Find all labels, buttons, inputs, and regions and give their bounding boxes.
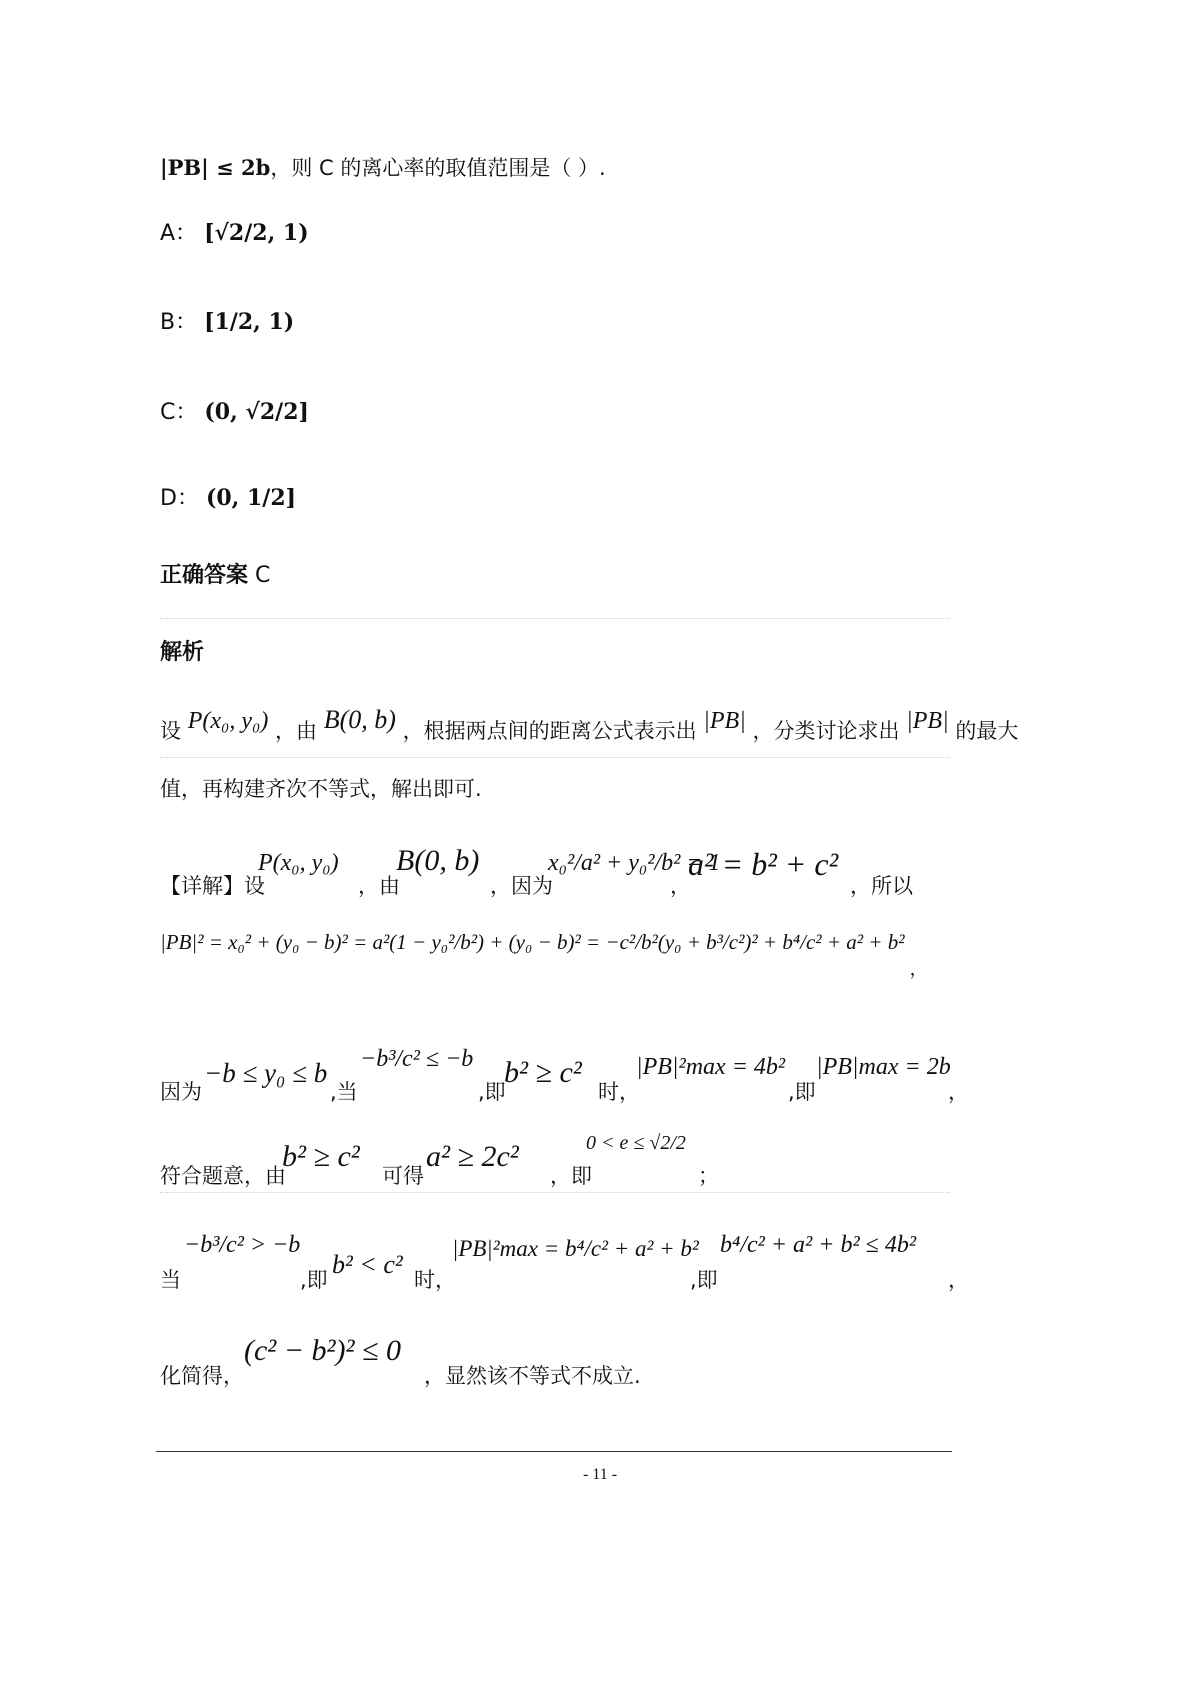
inequality-4b2: b⁴/c² + a² + b² ≤ 4b² bbox=[720, 1232, 917, 1258]
pb-squared-expansion: |PB|² = x₀² + (y₀ − b)² = a²(1 − y₀²/b²) + (y₀ − b)² = −c²/b²(y₀ + b³/c²)² + b⁴/c² + a² + b² bbox=[160, 930, 905, 954]
question-condition-math: |PB| ≤ 2b bbox=[160, 155, 271, 180]
option-b-value: [1/2, 1) bbox=[204, 309, 295, 335]
text: ,即 bbox=[300, 1268, 328, 1292]
text: 可得 bbox=[382, 1164, 424, 1188]
option-d-value: (0, 1/2] bbox=[205, 485, 297, 511]
text: ，由 bbox=[275, 719, 318, 743]
analysis-heading: 解析 bbox=[160, 640, 205, 665]
pb-max-squared-2: |PB|²max = b⁴/c² + a² + b² bbox=[452, 1236, 699, 1261]
option-b bbox=[160, 305, 294, 336]
question-continuation bbox=[160, 152, 606, 182]
a-ge-2c: a² ≥ 2c² bbox=[426, 1140, 519, 1173]
text: 当 bbox=[160, 1268, 181, 1292]
footer-rule bbox=[156, 1451, 952, 1452]
text: ，所以 bbox=[850, 874, 913, 898]
text: ； bbox=[698, 1164, 719, 1188]
text: 时， bbox=[414, 1268, 456, 1292]
ellipse-equation: x₀²/a² + y₀²/b² = 1 bbox=[548, 850, 721, 876]
text: ，由 bbox=[358, 874, 400, 898]
text: ， bbox=[909, 959, 928, 980]
text: ,即 bbox=[478, 1080, 506, 1104]
point-b-math: B(0, b) bbox=[323, 705, 396, 734]
page-number: - 11 - bbox=[582, 1466, 618, 1483]
text: ，即 bbox=[550, 1164, 592, 1188]
pb-max-squared: |PB|²max = 4b² bbox=[636, 1054, 786, 1080]
option-c-value: (0, √2/2] bbox=[204, 399, 309, 425]
pb-max: |PB|max = 2b bbox=[816, 1054, 951, 1080]
text: ，分类讨论求出 bbox=[752, 719, 900, 743]
b-lt-c: b² < c² bbox=[332, 1250, 403, 1279]
text: 符合题意，由 bbox=[160, 1164, 286, 1188]
option-a bbox=[160, 216, 309, 247]
divider bbox=[160, 618, 950, 619]
b-ge-c: b² ≥ c² bbox=[282, 1140, 360, 1173]
point-p-math: P(x₀, y₀) bbox=[258, 850, 339, 876]
abc-relation: a² = b² + c² bbox=[688, 846, 839, 882]
text: 因为 bbox=[160, 1080, 202, 1104]
text: ，根据两点间的距离公式表示出 bbox=[402, 719, 697, 743]
option-a-value: [√2/2, 1) bbox=[204, 220, 309, 246]
option-d bbox=[160, 481, 296, 512]
text: 设 bbox=[160, 719, 181, 743]
divider bbox=[160, 757, 950, 758]
pb-abs-math: |PB| bbox=[906, 708, 949, 734]
text: ，显然该不等式不成立. bbox=[424, 1364, 641, 1388]
point-b-math: B(0, b) bbox=[396, 844, 480, 877]
simplified-inequality: (c² − b²)² ≤ 0 bbox=[244, 1334, 401, 1367]
correct-answer bbox=[160, 558, 270, 589]
analysis-line-1 bbox=[160, 705, 1018, 745]
condition-2: −b³/c² > −b bbox=[184, 1232, 301, 1258]
detail-line-2 bbox=[160, 930, 928, 981]
y0-range: −b ≤ y₀ ≤ b bbox=[204, 1058, 328, 1088]
text: ,即 bbox=[788, 1080, 816, 1104]
question-text: ，则 C 的离心率的取值范围是（ ）. bbox=[270, 156, 606, 180]
divider bbox=[160, 1192, 950, 1193]
text: 【详解】设 bbox=[160, 874, 265, 898]
point-p-math: P(x₀, y₀) bbox=[187, 708, 269, 734]
option-c bbox=[160, 395, 309, 426]
text: ，因为 bbox=[490, 874, 553, 898]
option-d-label: D： bbox=[160, 486, 199, 511]
answer-value: C bbox=[255, 563, 271, 588]
condition-1: −b³/c² ≤ −b bbox=[360, 1046, 474, 1072]
answer-label: 正确答案 bbox=[160, 563, 249, 588]
b-ge-c: b² ≥ c² bbox=[504, 1056, 582, 1089]
option-b-label: B： bbox=[160, 310, 198, 335]
text: 的最大 bbox=[955, 719, 1019, 743]
analysis-line-2: 值，再构建齐次不等式，解出即可. bbox=[160, 777, 482, 801]
pb-abs-math: |PB| bbox=[703, 708, 746, 734]
e-range: 0 < e ≤ √2/2 bbox=[586, 1132, 686, 1154]
text: ,当 bbox=[330, 1080, 358, 1104]
text: ， bbox=[670, 874, 691, 898]
text: 时， bbox=[598, 1080, 640, 1104]
option-a-label: A： bbox=[160, 221, 198, 246]
text: ， bbox=[948, 1268, 969, 1292]
text: ， bbox=[948, 1080, 969, 1104]
text: ,即 bbox=[690, 1268, 718, 1292]
option-c-label: C： bbox=[160, 400, 198, 425]
text: 化简得， bbox=[160, 1364, 244, 1388]
